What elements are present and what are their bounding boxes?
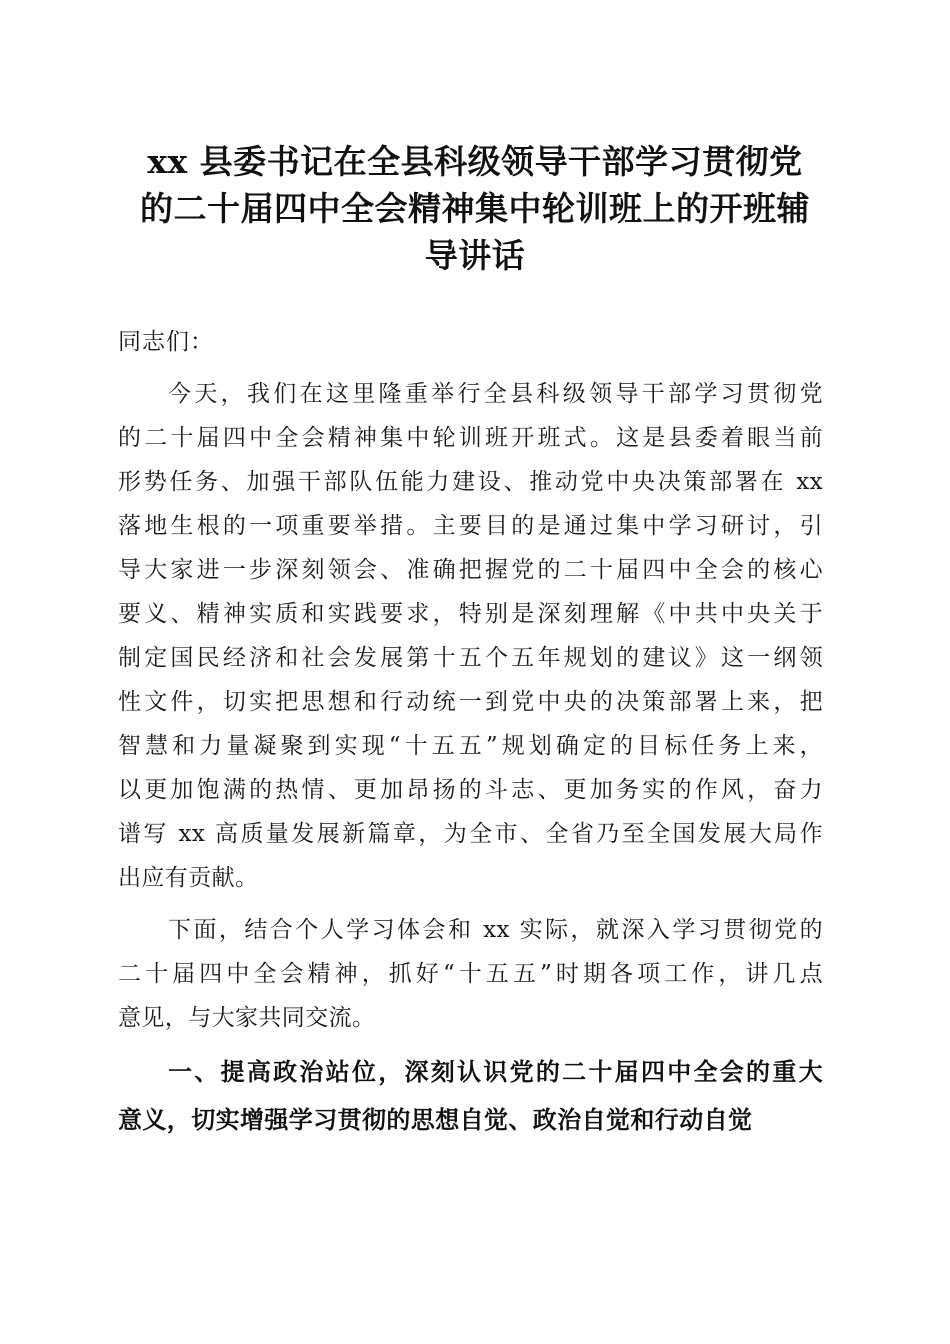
- paragraph-line: 二十届四中全会精神，抓好“十五五”时期各项工作，讲几点: [118, 961, 823, 987]
- title-line: 的二十届四中全会精神集中轮训班上的开班辅: [140, 189, 810, 228]
- paragraph-outline: [118, 908, 823, 1040]
- paragraph-line: 出应有贡献。: [118, 865, 259, 891]
- paragraph-line: 形势任务、加强干部队伍能力建设、推动党中央决策部署在 xx: [118, 469, 823, 495]
- document-body: [118, 320, 823, 1144]
- paragraph-intro: [118, 372, 823, 900]
- title-line: xx 县委书记在全县科级领导干部学习贯彻党: [147, 142, 803, 181]
- paragraph-line: 以更加饱满的热情、更加昂扬的斗志、更加务实的作风，奋力: [118, 777, 823, 803]
- paragraph-line: 下面，结合个人学习体会和 xx 实际，就深入学习贯彻党的: [168, 917, 823, 943]
- paragraph-line: 要义、精神实质和实践要求，特别是深刻理解《中共中央关于: [118, 601, 823, 627]
- paragraph-line: 今天，我们在这里隆重举行全县科级领导干部学习贯彻党: [168, 381, 823, 407]
- heading-line: 一、提高政治站位，深刻认识党的二十届四中全会的重大: [168, 1058, 823, 1086]
- paragraph-line: 导大家进一步深刻领会、准确把握党的二十届四中全会的核心: [118, 557, 823, 583]
- paragraph-line: 落地生根的一项重要举措。主要目的是通过集中学习研讨，引: [118, 513, 823, 539]
- paragraph-line: 智慧和力量凝聚到实现“十五五”规划确定的目标任务上来，: [118, 733, 823, 759]
- paragraph-line: 谱写 xx 高质量发展新篇章，为全市、全省乃至全国发展大局作: [118, 821, 823, 847]
- greeting: 同志们：: [118, 329, 214, 355]
- section-heading-1: [118, 1048, 823, 1144]
- document-title: [118, 138, 832, 279]
- paragraph-line: 的二十届四中全会精神集中轮训班开班式。这是县委着眼当前: [118, 425, 823, 451]
- paragraph-line: 制定国民经济和社会发展第十五个五年规划的建议》这一纲领: [118, 645, 823, 671]
- paragraph-line: 性文件，切实把思想和行动统一到党中央的决策部署上来，把: [118, 689, 823, 715]
- heading-line: 意义，切实增强学习贯彻的思想自觉、政治自觉和行动自觉: [118, 1106, 753, 1134]
- paragraph-line: 意见，与大家共同交流。: [118, 1005, 376, 1031]
- title-line: 导讲话: [424, 236, 526, 275]
